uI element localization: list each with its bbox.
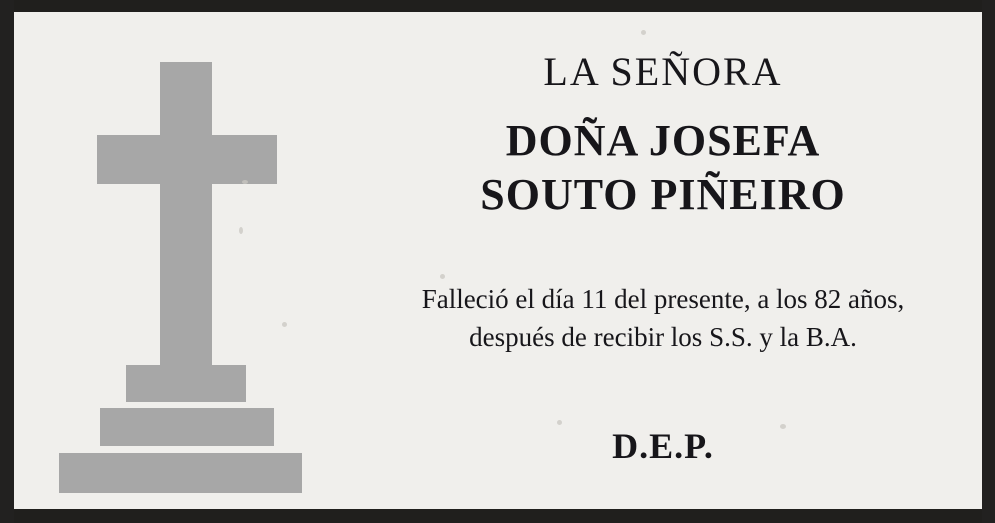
notice-border-left [0, 0, 14, 523]
scan-speckle [242, 180, 248, 184]
obituary-body-line-2: después de recibir los S.S. y la B.A. [469, 322, 857, 352]
notice-border-bottom [0, 509, 995, 523]
cross-pedestal-step-bottom [59, 453, 302, 493]
notice-border-top [0, 0, 995, 12]
scan-speckle [557, 420, 562, 425]
deceased-name-line-1: DOÑA JOSEFA [505, 116, 821, 165]
notice-border-right [982, 0, 995, 523]
scan-speckle [780, 424, 786, 429]
memorial-cross-illustration [14, 12, 344, 509]
scan-speckle [239, 227, 243, 234]
scan-speckle [440, 274, 445, 279]
scan-speckle [641, 30, 646, 35]
obituary-closing: D.E.P. [612, 426, 714, 466]
obituary-body-line-1: Falleció el día 11 del presente, a los 82 años, [421, 284, 905, 314]
cross-pedestal-step-top [126, 365, 246, 402]
cross-pedestal-step-middle [100, 408, 274, 446]
obituary-heading: LA SEÑORA [543, 49, 783, 94]
notice-paper [14, 12, 982, 509]
cross-horizontal-beam [97, 135, 277, 184]
deceased-name-line-2: SOUTO PIÑEIRO [480, 170, 846, 219]
scan-speckle [282, 322, 287, 327]
obituary-text-panel [344, 12, 982, 509]
cross-vertical-beam [160, 62, 212, 367]
